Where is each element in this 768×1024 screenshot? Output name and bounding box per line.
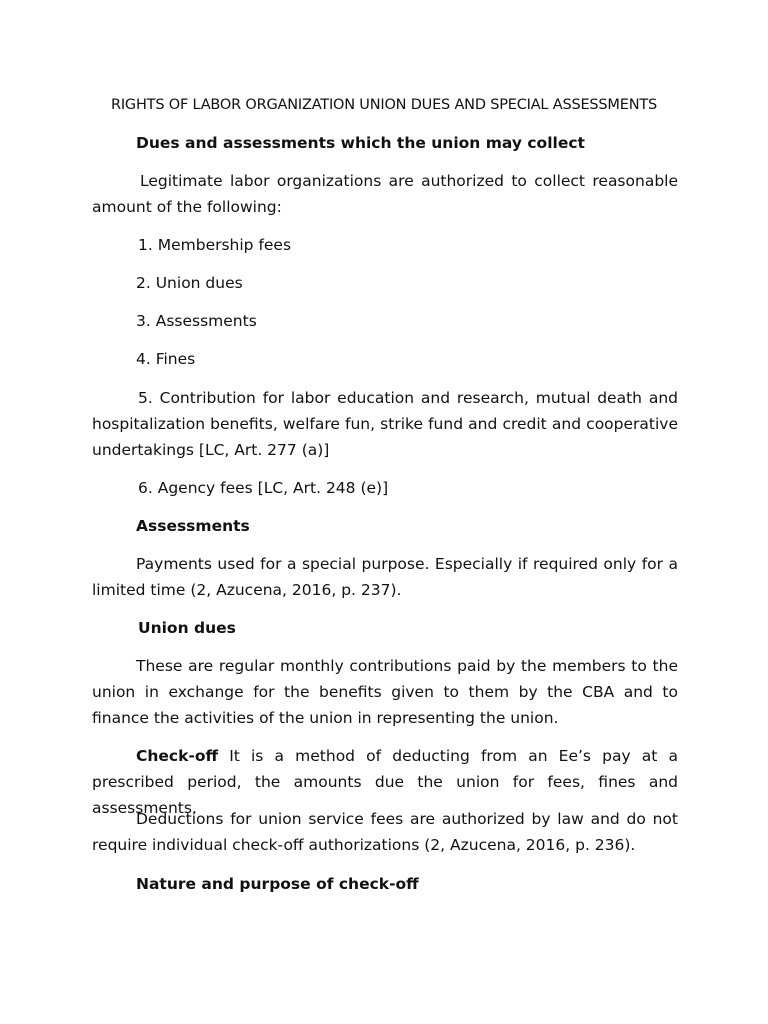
list-item: 4. Fines	[136, 350, 196, 368]
list-item: 5. Contribution for labor education and research, mutual death and hospitalization benefits, welfare fun, strike fund and credit and cooperative undertakings [LC, Art. 277 (a)]	[92, 389, 678, 459]
assessments-paragraph: Payments used for a special purpose. Especially if required only for a limited time (2, Azucena, 2016, p. 237).	[92, 555, 678, 599]
document-title: RIGHTS OF LABOR ORGANIZATION UNION DUES AND SPECIAL ASSESSMENTS	[110, 97, 658, 113]
section-heading-nature: Nature and purpose of check-off	[136, 875, 419, 893]
union-dues-paragraph: These are regular monthly contributions paid by the members to the union in exchange for the benefits given to them by the CBA and to finance the activities of the union in representing the union.	[92, 657, 678, 727]
section-heading-assessments: Assessments	[136, 517, 250, 535]
list-item: 3. Assessments	[136, 312, 257, 330]
list-item: 1. Membership fees	[138, 236, 292, 254]
checkoff-definition: It is a method of deducting from an Ee’s pay at a prescribed period, the amounts due the union for fees, fines and assessments.	[92, 747, 678, 817]
list-item: 6. Agency fees [LC, Art. 248 (e)]	[138, 479, 389, 497]
list-item: 2. Union dues	[136, 274, 243, 292]
deductions-paragraph: Deductions for union service fees are authorized by law and do not require individual check-off authorizations (2, Azucena, 2016, p. 236).	[92, 810, 678, 854]
checkoff-term: Check-off	[136, 747, 219, 765]
intro-paragraph: Legitimate labor organizations are authorized to collect reasonable amount of the following:	[92, 172, 678, 216]
section-heading-dues: Dues and assessments which the union may collect	[136, 134, 585, 152]
section-heading-union-dues: Union dues	[138, 619, 236, 637]
